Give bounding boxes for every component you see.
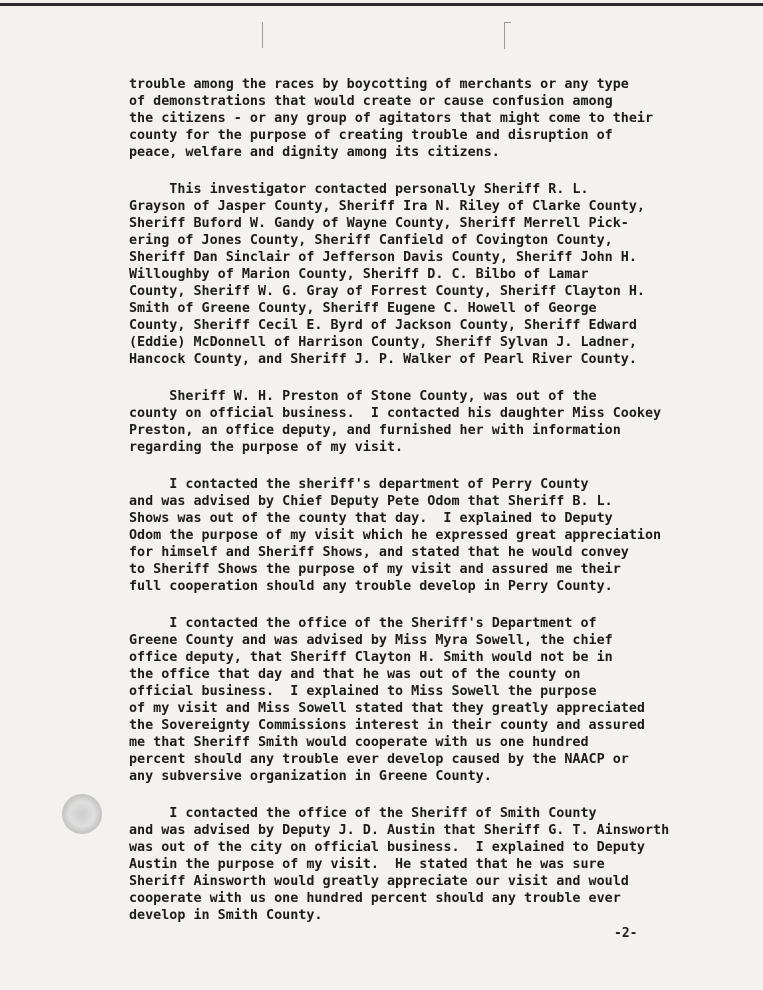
text-line: Willoughby of Marion County, Sheriff D. C. Bilbo of Lamar xyxy=(129,267,589,282)
text-line: regarding the purpose of my visit. xyxy=(129,440,404,455)
text-line: Preston, an office deputy, and furnished her with information xyxy=(129,423,621,438)
text-line: Odom the purpose of my visit which he expressed great appreciation xyxy=(129,528,662,543)
text-line: County, Sheriff Cecil E. Byrd of Jackson County, Sheriff Edward xyxy=(129,318,637,333)
text-line: full cooperation should any trouble develop in Perry County. xyxy=(129,579,613,594)
text-line: This investigator contacted personally Sheriff R. L. xyxy=(129,182,589,197)
text-line: percent should any trouble ever develop caused by the NAACP or xyxy=(129,752,629,767)
text-line: Hancock County, and Sheriff J. P. Walker of Pearl River County. xyxy=(129,352,637,367)
text-line: office deputy, that Sheriff Clayton H. Smith would not be in xyxy=(129,650,613,665)
text-line: trouble among the races by boycotting of merchants or any type xyxy=(129,77,629,92)
paragraph xyxy=(129,76,739,161)
text-line: Grayson of Jasper County, Sheriff Ira N. Riley of Clarke County, xyxy=(129,199,645,214)
text-line: Sheriff Buford W. Gandy of Wayne County, Sheriff Merrell Pick- xyxy=(129,216,629,231)
text-line: to Sheriff Shows the purpose of my visit and assured me their xyxy=(129,562,621,577)
text-line: for himself and Sheriff Shows, and stated that he would convey xyxy=(129,545,629,560)
text-line: of demonstrations that would create or cause confusion among xyxy=(129,94,613,109)
margin-note xyxy=(30,266,120,271)
text-line: I contacted the office of the Sheriff of Smith County xyxy=(129,806,597,821)
text-line: any subversive organization in Greene County. xyxy=(129,769,492,784)
text-line: Austin the purpose of my visit. He stated that he was sure xyxy=(129,857,605,872)
text-line: Shows was out of the county that day. I explained to Deputy xyxy=(129,511,613,526)
paragraph xyxy=(129,181,739,368)
text-line: Sheriff Ainsworth would greatly appreciate our visit and would xyxy=(129,874,629,889)
text-line: was out of the city on official business. I explained to Deputy xyxy=(129,840,645,855)
document-body xyxy=(129,76,739,944)
scan-mark xyxy=(262,22,273,48)
page-number: -2- xyxy=(614,926,638,941)
scan-mark xyxy=(504,22,511,49)
paragraph xyxy=(129,388,739,456)
text-line: official business. I explained to Miss Sowell the purpose xyxy=(129,684,597,699)
paragraph xyxy=(129,805,739,924)
text-line: county on official business. I contacted his daughter Miss Cookey xyxy=(129,406,662,421)
paragraph xyxy=(129,615,739,785)
text-line: county for the purpose of creating trouble and disruption of xyxy=(129,128,613,143)
paragraph xyxy=(129,476,739,595)
text-line: of my visit and Miss Sowell stated that they greatly appreciated xyxy=(129,701,645,716)
faded-stamp-mark xyxy=(62,794,102,834)
text-line: cooperate with us one hundred percent should any trouble ever xyxy=(129,891,621,906)
text-line: develop in Smith County. xyxy=(129,908,323,923)
text-line: and was advised by Deputy J. D. Austin that Sheriff G. T. Ainsworth xyxy=(129,823,670,838)
text-line: the Sovereignty Commissions interest in their county and assured xyxy=(129,718,645,733)
text-line: County, Sheriff W. G. Gray of Forrest County, Sheriff Clayton H. xyxy=(129,284,645,299)
text-line: Sheriff W. H. Preston of Stone County, was out of the xyxy=(129,389,597,404)
text-line: I contacted the sheriff's department of Perry County xyxy=(129,477,589,492)
text-line: ering of Jones County, Sheriff Canfield of Covington County, xyxy=(129,233,613,248)
text-line: Greene County and was advised by Miss Myra Sowell, the chief xyxy=(129,633,613,648)
text-line: Smith of Greene County, Sheriff Eugene C. Howell of George xyxy=(129,301,597,316)
text-line: Sheriff Dan Sinclair of Jefferson Davis County, Sheriff John H. xyxy=(129,250,637,265)
text-line: and was advised by Chief Deputy Pete Odom that Sheriff B. L. xyxy=(129,494,613,509)
text-line: me that Sheriff Smith would cooperate with us one hundred xyxy=(129,735,589,750)
top-border-line xyxy=(0,3,763,6)
text-line: the citizens - or any group of agitators that might come to their xyxy=(129,111,654,126)
text-line: (Eddie) McDonnell of Harrison County, Sheriff Sylvan J. Ladner, xyxy=(129,335,637,350)
text-line: peace, welfare and dignity among its citizens. xyxy=(129,145,500,160)
text-line: the office that day and that he was out of the county on xyxy=(129,667,581,682)
text-line: I contacted the office of the Sheriff's Department of xyxy=(129,616,597,631)
